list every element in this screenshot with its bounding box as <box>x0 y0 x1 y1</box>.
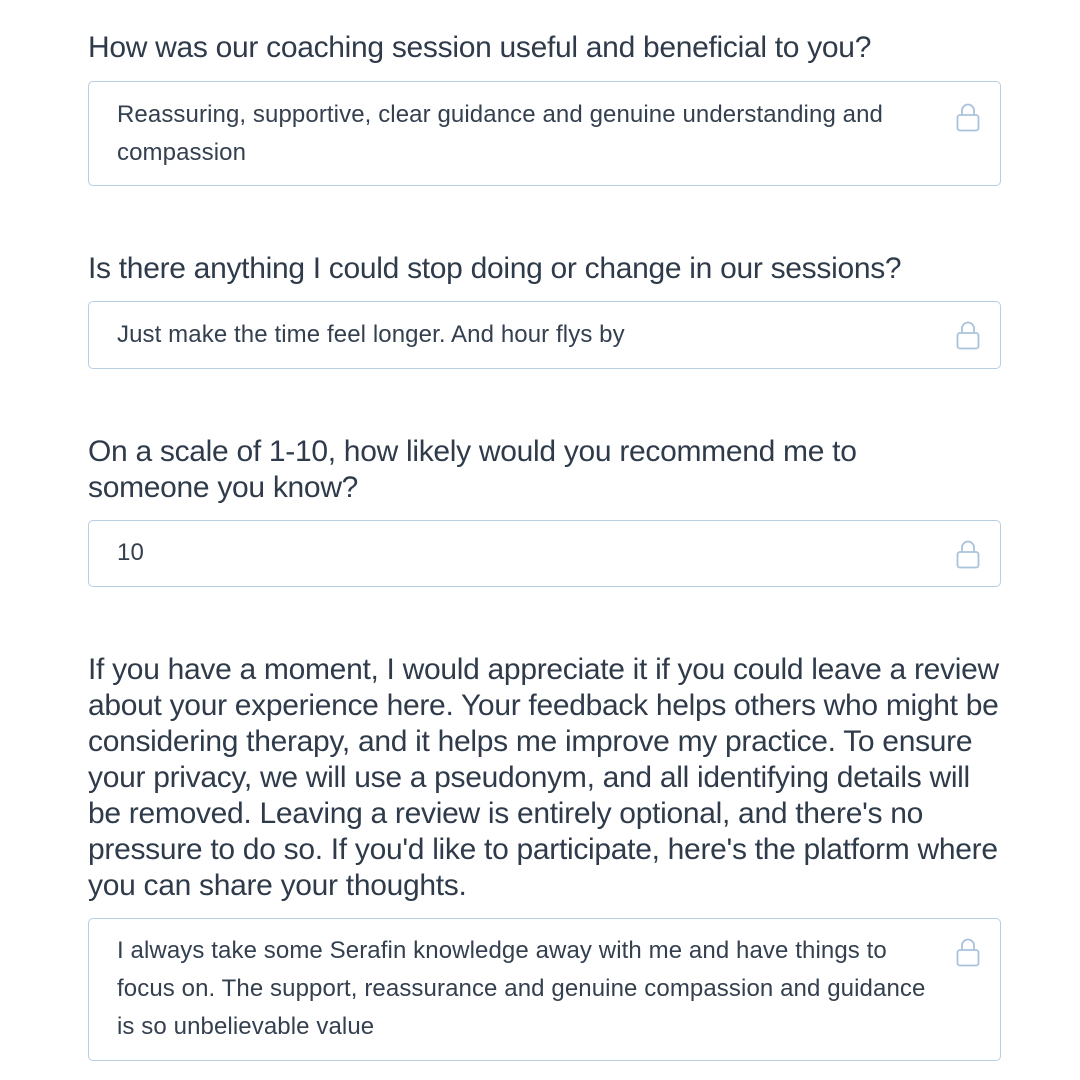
question-label: On a scale of 1-10, how likely would you recommend me to someone you know? <box>88 435 857 504</box>
answer-field[interactable] <box>88 81 1001 186</box>
question-label: How was our coaching session useful and beneficial to you? <box>88 31 872 64</box>
answer-field[interactable] <box>88 918 1001 1061</box>
answer-field[interactable] <box>88 301 1001 369</box>
question-label: Is there anything I could stop doing or change in our sessions? <box>88 252 902 285</box>
lock-icon <box>956 539 980 569</box>
answer-text: I always take some Serafin knowledge away with me and have things to focus on. The support, reassurance and genuine compassion and guidance is so unbelievable value <box>117 937 926 1040</box>
lock-icon <box>956 937 980 967</box>
answer-text: Reassuring, supportive, clear guidance and genuine understanding and compassion <box>117 101 883 166</box>
lock-icon <box>956 102 980 132</box>
review-request-text: If you have a moment, I would appreciate it if you could leave a review about your experience here. Your feedback helps others who might be considering therapy, and it helps me improve my practice. To ensure your privacy, we will use a pseudonym, and all identifying details will be removed. Leaving a review is entirely optional, and there's no pressure to do so. If you'd like to participate, here's the platform where you can share your thoughts. <box>88 653 999 902</box>
answer-text: 10 <box>117 539 144 566</box>
answer-text: Just make the time feel longer. And hour flys by <box>117 321 625 348</box>
answer-field[interactable] <box>88 520 1001 587</box>
lock-icon <box>956 320 980 350</box>
